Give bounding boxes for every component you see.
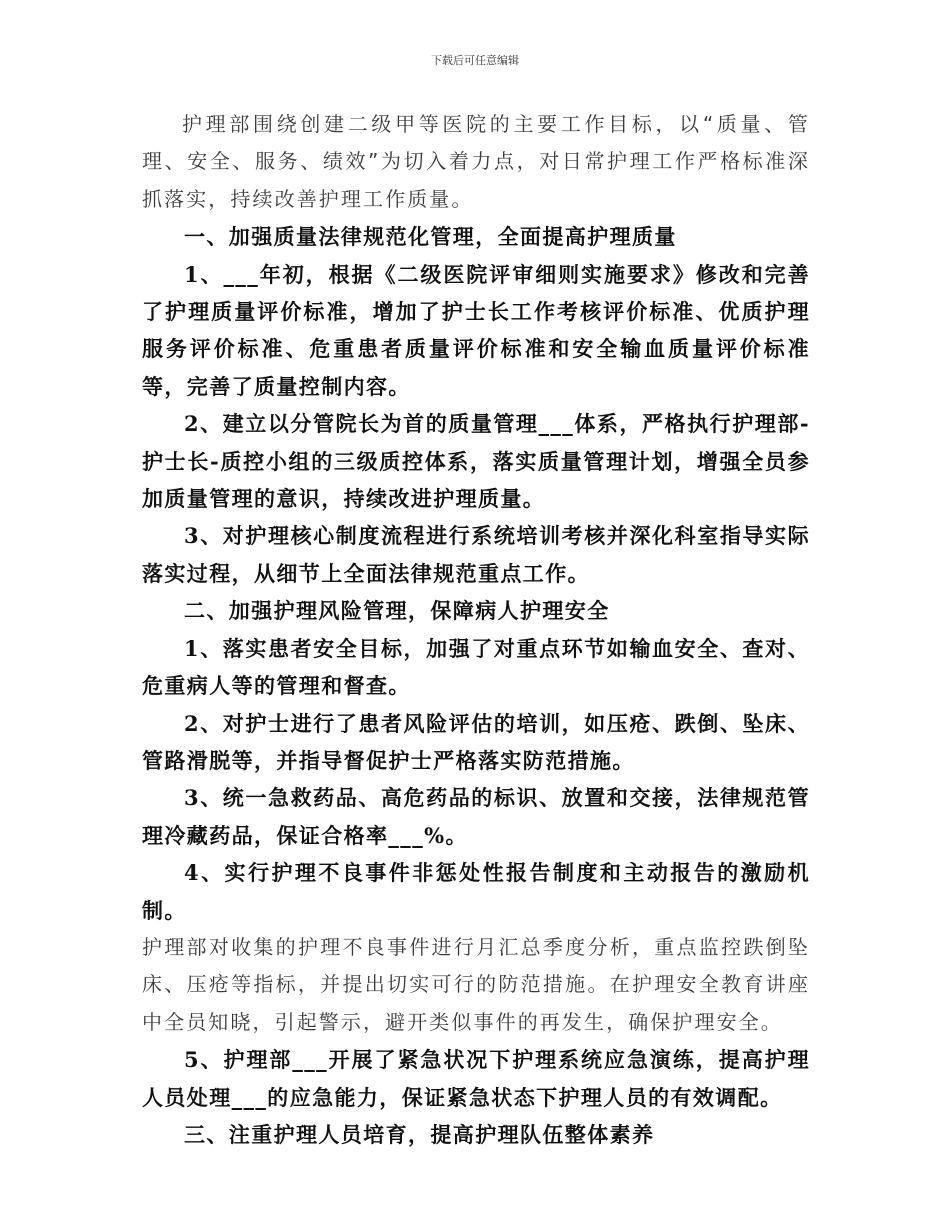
- section-2-item-1: 1、落实患者安全目标，加强了对重点环节如输血安全、查对、危重病人等的管理和督查。: [142, 635, 810, 699]
- page-header: 下载后可任意编辑: [431, 54, 519, 67]
- section-1-item-3: 3、对护理核心制度流程进行系统培训考核并深化科室指导实际落实过程，从细节上全面法律规范重点工作。: [142, 523, 810, 586]
- section-2-item-4-detail: 护理部对收集的护理不良事件进行月汇总季度分析，重点监控跌倒坠床、压疮等指标，并提出切实可行的防范措施。在护理安全教育讲座中全员知晓，引起警示，避开类似事件的再发生，确保护理安全。: [142, 934, 810, 1034]
- document-body: [142, 106, 810, 1153]
- section-heading-3: 三、注重护理人员培育，提高护理队伍整体素养: [184, 1121, 655, 1147]
- section-heading-1: 一、加强质量法律规范化管理，全面提高护理质量: [184, 224, 677, 250]
- section-1-item-2: 2、建立以分管院长为首的质量管理___体系，严格执行护理部-护士长-质控小组的三级质控体系，落实质量管理计划，增强全员参加质量管理的意识，持续改进护理质量。: [142, 411, 810, 512]
- section-1-item-1: 1、___年初，根据《二级医院评审细则实施要求》修改和完善了护理质量评价标准，增加了护士长工作考核评价标准、优质护理服务评价标准、危重患者质量评价标准和安全输血质量评价标准等，完善了质量控制内容。: [142, 261, 810, 399]
- section-2-item-5: 5、护理部___开展了紧急状况下护理系统应急演练，提高护理人员处理___的应急能力，保证紧急状态下护理人员的有效调配。: [142, 1047, 810, 1110]
- section-2-item-4-lead: 4、实行护理不良事件非惩处性报告制度和主动报告的激励机制。: [142, 860, 810, 923]
- intro-paragraph: 护理部围绕创建二级甲等医院的主要工作目标，以“质量、管理、安全、服务、绩效”为切入着力点，对日常护理工作严格标准深抓落实，持续改善护理工作质量。: [142, 112, 810, 211]
- section-2-item-2: 2、对护士进行了患者风险评估的培训，如压疮、跌倒、坠床、管路滑脱等，并指导督促护士严格落实防范措施。: [142, 710, 810, 773]
- section-2-item-3: 3、统一急救药品、高危药品的标识、放置和交接，法律规范管理冷藏药品，保证合格率___%。: [142, 785, 810, 848]
- section-heading-2: 二、加强护理风险管理，保障病人护理安全: [184, 598, 610, 624]
